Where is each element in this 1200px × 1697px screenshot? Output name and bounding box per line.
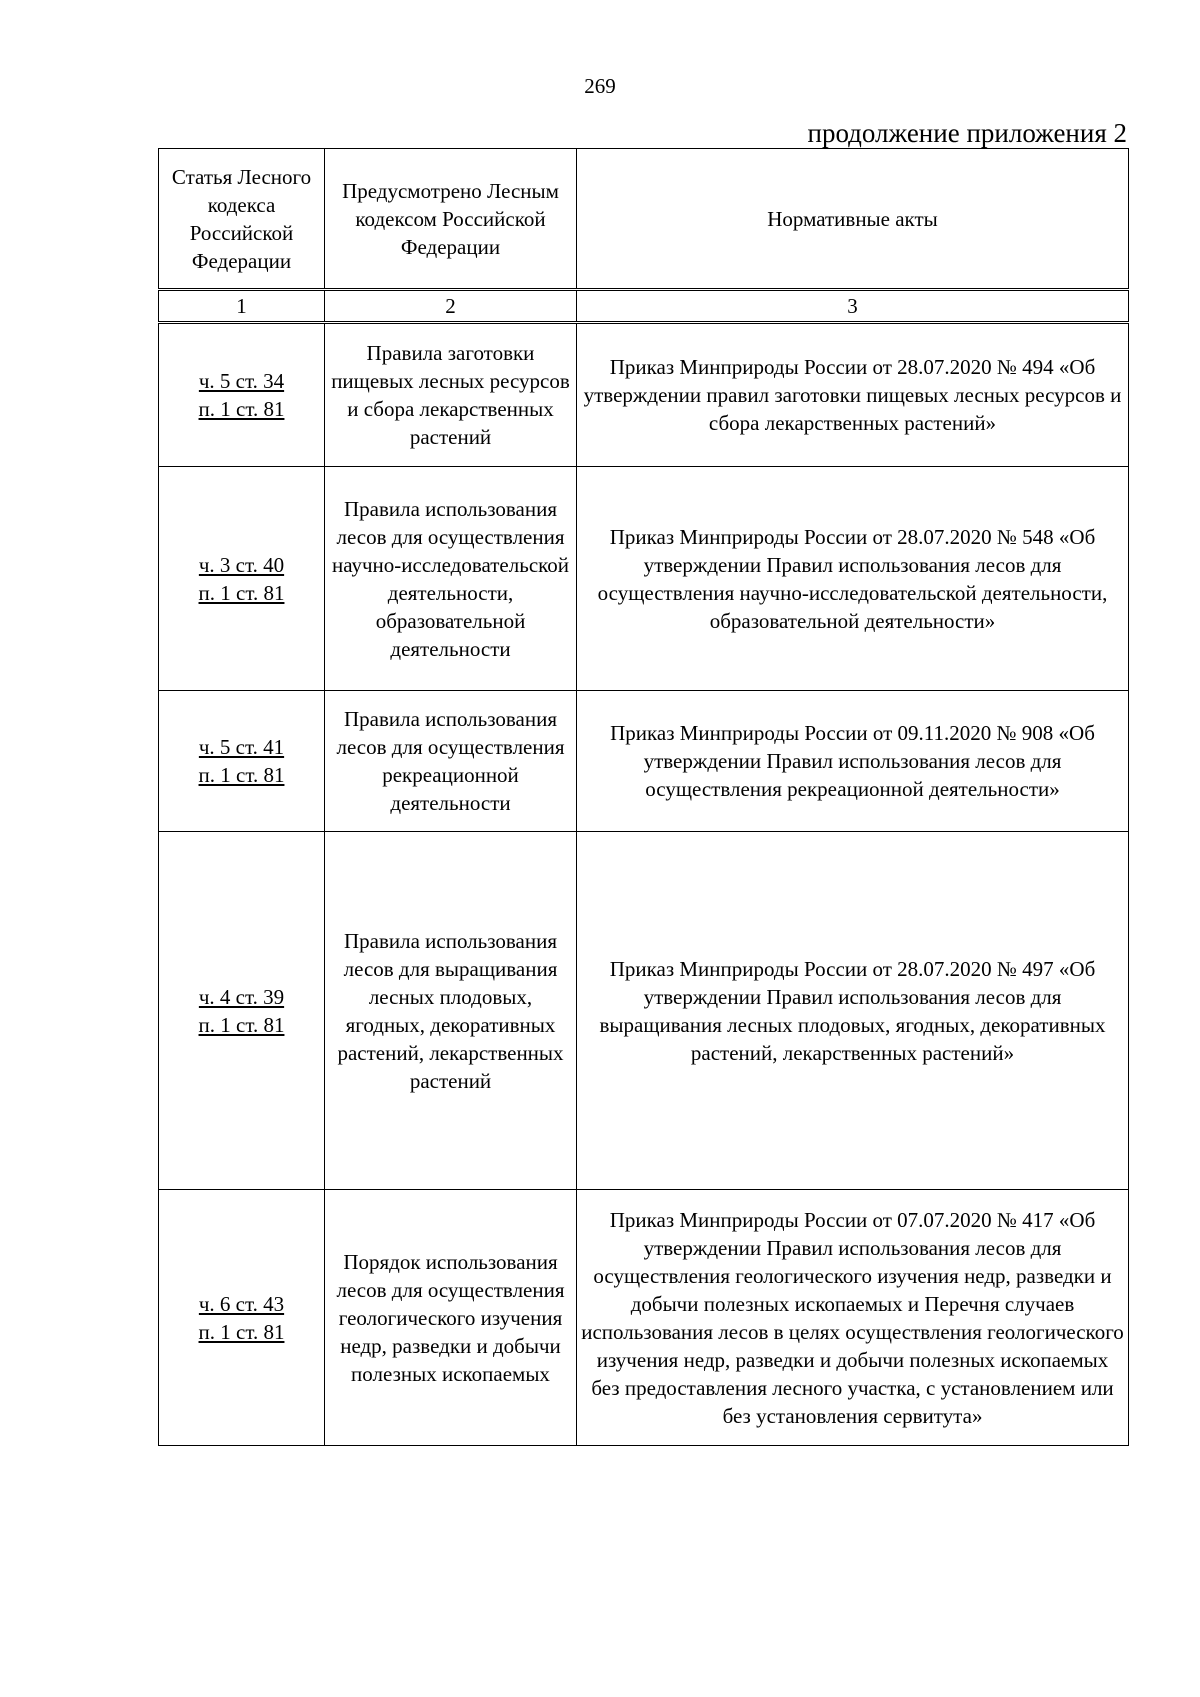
act-cell: Приказ Минприроды России от 28.07.2020 № 497 «Об утверждении Правил использования лесов для выращивания лесных плодовых, ягодных, декоративных растений, лекарственных растений» xyxy=(577,832,1129,1190)
provision-cell: Правила использования лесов для выращивания лесных плодовых, ягодных, декоративных растений, лекарственных растений xyxy=(325,832,577,1190)
act-cell: Приказ Минприроды России от 28.07.2020 № 494 «Об утверждении правил заготовки пищевых лесных ресурсов и сбора лекарственных растений» xyxy=(577,323,1129,467)
provision-cell: Правила использования лесов для осуществления рекреационной деятельности xyxy=(325,691,577,832)
header-provision: Предусмотрено Лесным кодексом Российской Федерации xyxy=(325,149,577,290)
article-link[interactable]: ч. 4 ст. 39 xyxy=(198,984,285,1009)
normative-acts-table xyxy=(158,148,1129,1446)
article-link[interactable]: п. 1 ст. 81 xyxy=(198,763,285,787)
article-link[interactable]: ч. 5 ст. 34 xyxy=(198,369,285,393)
act-cell: Приказ Минприроды России от 09.11.2020 № 908 «Об утверждении Правил использования лесов для осуществления рекреационной деятельности» xyxy=(577,691,1129,832)
table-row xyxy=(159,832,1129,1190)
table-row xyxy=(159,691,1129,832)
article-link[interactable]: ч. 6 ст. 43 xyxy=(198,1291,285,1316)
article-link[interactable]: п. 1 ст. 81 xyxy=(198,397,285,421)
provision-cell: Правила заготовки пищевых лесных ресурсов и сбора лекарственных растений xyxy=(325,323,577,467)
column-number: 2 xyxy=(325,290,577,323)
column-number: 3 xyxy=(577,290,1129,323)
act-cell: Приказ Минприроды России от 07.07.2020 № 417 «Об утверждении Правил использования лесов для осуществления геологического изучения недр, разведки и добычи полезных ископаемых и Перечня случаев использования лесов в целях осуществления геологического изучения недр, разведки и добычи полезных ископаемых без предоставления лесного участка, с установлением или без установления сервитута» xyxy=(577,1190,1129,1446)
article-cell xyxy=(159,1190,325,1446)
table-row xyxy=(159,1190,1129,1446)
page-number: 269 xyxy=(584,74,616,98)
article-cell xyxy=(159,467,325,691)
table-header-row xyxy=(159,149,1129,290)
article-cell xyxy=(159,691,325,832)
act-cell: Приказ Минприроды России от 28.07.2020 № 548 «Об утверждении Правил использования лесов для осуществления научно-исследовательской деятельности, образовательной деятельности» xyxy=(577,467,1129,691)
table-row xyxy=(159,323,1129,467)
article-link[interactable]: п. 1 ст. 81 xyxy=(198,1012,285,1037)
provision-cell: Порядок использования лесов для осуществления геологического изучения недр, разведки и добычи полезных ископаемых xyxy=(325,1190,577,1446)
provision-cell: Правила использования лесов для осуществления научно-исследовательской деятельности, образовательной деятельности xyxy=(325,467,577,691)
continuation-label: продолжение приложения 2 xyxy=(807,118,1127,148)
article-link[interactable]: ч. 5 ст. 41 xyxy=(198,735,285,759)
table-row xyxy=(159,467,1129,691)
article-cell xyxy=(159,323,325,467)
header-acts: Нормативные акты xyxy=(577,149,1129,290)
column-numbers-row xyxy=(159,290,1129,323)
article-cell xyxy=(159,832,325,1190)
article-link[interactable]: п. 1 ст. 81 xyxy=(198,1319,285,1344)
article-link[interactable]: ч. 3 ст. 40 xyxy=(198,552,285,577)
article-link[interactable]: п. 1 ст. 81 xyxy=(198,580,285,605)
header-article: Статья Лесного кодекса Российской Федерации xyxy=(159,149,325,290)
column-number: 1 xyxy=(159,290,325,323)
